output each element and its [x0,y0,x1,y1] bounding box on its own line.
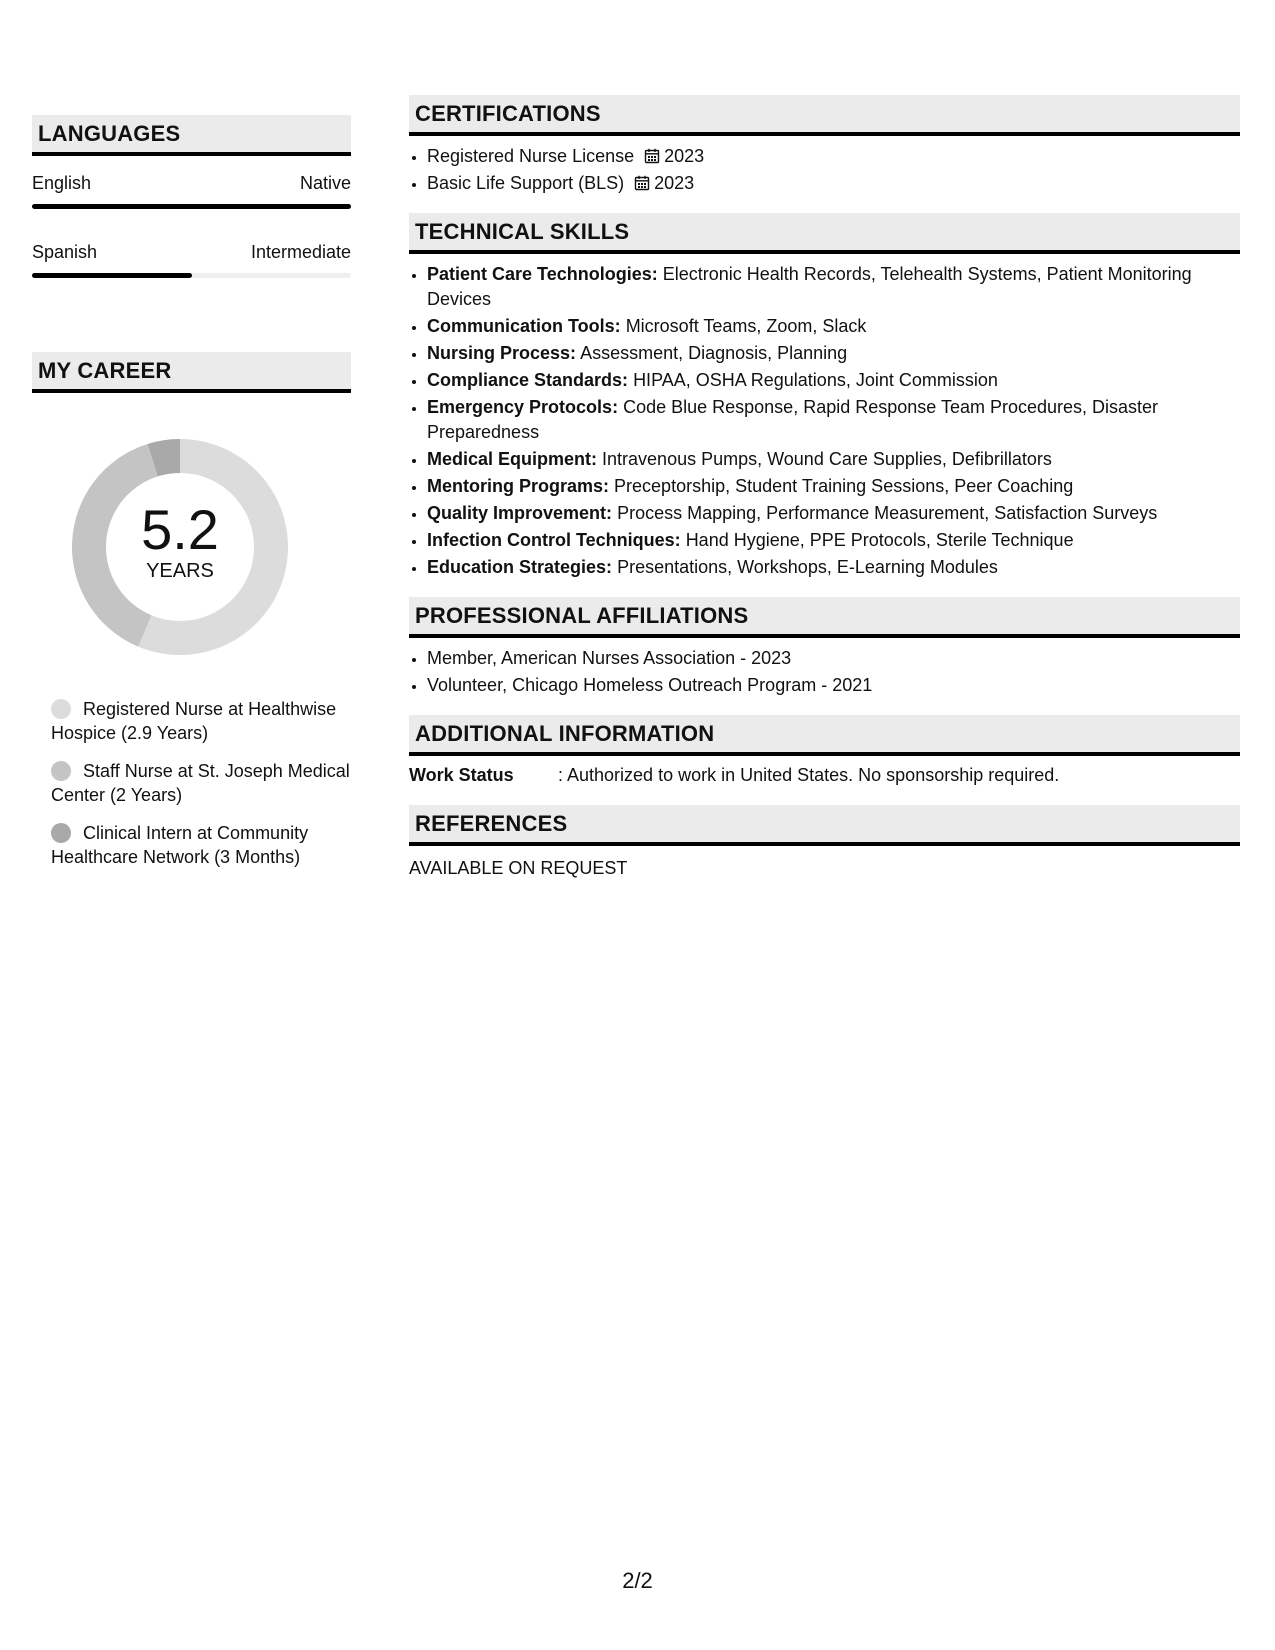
circle-dot-icon [51,823,71,843]
affiliation-item: • Volunteer, Chicago Homeless Outreach Program - 2021 [427,673,1240,698]
skill-values: Hand Hygiene, PPE Protocols, Sterile Technique [685,530,1074,550]
certification-item [427,144,1240,169]
skill-values: Electronic Health Records, Telehealth Systems, Patient Monitoring Devices [427,264,1192,309]
circle-dot-icon [51,699,71,719]
certifications-heading: CERTIFICATIONS [409,95,1240,136]
donut-center [60,427,300,667]
skill-values: Process Mapping, Performance Measurement, Satisfaction Surveys [617,503,1158,523]
certifications-list [409,144,1240,196]
career-legend-label: Clinical Intern at Community Healthcare Network (3 Months) [51,823,309,867]
language-bar-fill [32,204,351,209]
skill-values: Intravenous Pumps, Wound Care Supplies, Defibrillators [602,449,1052,469]
skill-item [427,262,1240,312]
skill-item [427,447,1240,472]
career-donut-chart [60,427,300,667]
affiliation-item: • Member, American Nurses Association - 2023 [427,646,1240,671]
skill-values: Presentations, Workshops, E-Learning Modules [617,557,998,577]
skill-item [427,501,1240,526]
skill-item [427,368,1240,393]
skill-category: Mentoring Programs: [427,476,610,496]
career-legend-label: Registered Nurse at Healthwise Hospice (2.9 Years) [51,699,337,743]
career-legend-label: Staff Nurse at St. Joseph Medical Center (2 Years) [51,761,350,805]
skill-values: Assessment, Diagnosis, Planning [580,343,848,363]
career-legend [32,697,351,869]
page-number: 2/2 [622,1568,653,1593]
career-total-years: 5.2 [141,498,219,561]
language-level: Native [299,173,351,193]
calendar-icon [644,148,660,164]
skill-item [427,474,1240,499]
affiliations-heading: PROFESSIONAL AFFILIATIONS [409,597,1240,638]
skill-category: Quality Improvement: [427,503,613,523]
certification-name: Basic Life Support (BLS) [427,173,625,193]
left-column [32,115,351,883]
skill-values: Code Blue Response, Rapid Response Team Procedures, Disaster Preparedness [427,397,1159,442]
career-heading: MY CAREER [32,352,351,393]
certification-name: Registered Nurse License [427,146,635,166]
languages-heading: LANGUAGES [32,115,351,156]
technical-skills-section [409,213,1240,580]
skill-item [427,341,1240,366]
skill-category: Patient Care Technologies: [427,264,658,284]
career-total-unit: YEARS [146,560,214,582]
skill-values: HIPAA, OSHA Regulations, Joint Commission [633,370,998,390]
additional-info-heading: ADDITIONAL INFORMATION [409,715,1240,756]
skill-item [427,528,1240,553]
skill-item [427,555,1240,580]
language-item-spanish [32,239,351,278]
certification-item [427,171,1240,196]
language-level: Intermediate [250,242,351,262]
languages-section [32,115,351,278]
certification-year: 2023 [654,173,695,193]
right-column [409,95,1240,898]
language-name: Spanish [32,242,98,262]
career-section [32,352,351,869]
career-legend-item [51,697,351,745]
affiliations-list [409,646,1240,698]
skill-category: Emergency Protocols: [427,397,619,417]
certifications-section [409,95,1240,196]
additional-info-section [409,715,1240,788]
career-legend-item [51,759,351,807]
technical-skills-list [409,262,1240,580]
affiliations-section [409,597,1240,698]
career-legend-item [51,821,351,869]
skill-values: Microsoft Teams, Zoom, Slack [625,316,867,336]
skill-category: Nursing Process: [427,343,577,363]
work-status-label: Work Status [409,765,514,785]
language-bar-fill [32,273,192,278]
skill-category: Communication Tools: [427,316,621,336]
technical-skills-heading: TECHNICAL SKILLS [409,213,1240,254]
skill-values: Preceptorship, Student Training Sessions, Peer Coaching [614,476,1074,496]
certification-year: 2023 [664,146,705,166]
language-name: English [32,173,92,193]
skill-category: Education Strategies: [427,557,613,577]
references-heading: REFERENCES [409,805,1240,846]
references-section [409,805,1240,881]
calendar-icon [634,175,650,191]
work-status-row [409,762,1240,788]
language-item-english [32,170,351,209]
language-bar-track [32,204,351,209]
circle-dot-icon [51,761,71,781]
skill-category: Infection Control Techniques: [427,530,681,550]
skill-category: Compliance Standards: [427,370,629,390]
language-bar-track [32,273,351,278]
references-text: AVAILABLE ON REQUEST [409,858,628,878]
skill-item [427,395,1240,445]
skill-category: Medical Equipment: [427,449,598,469]
work-status-value: : Authorized to work in United States. No sponsorship required. [558,765,1060,785]
skill-item [427,314,1240,339]
